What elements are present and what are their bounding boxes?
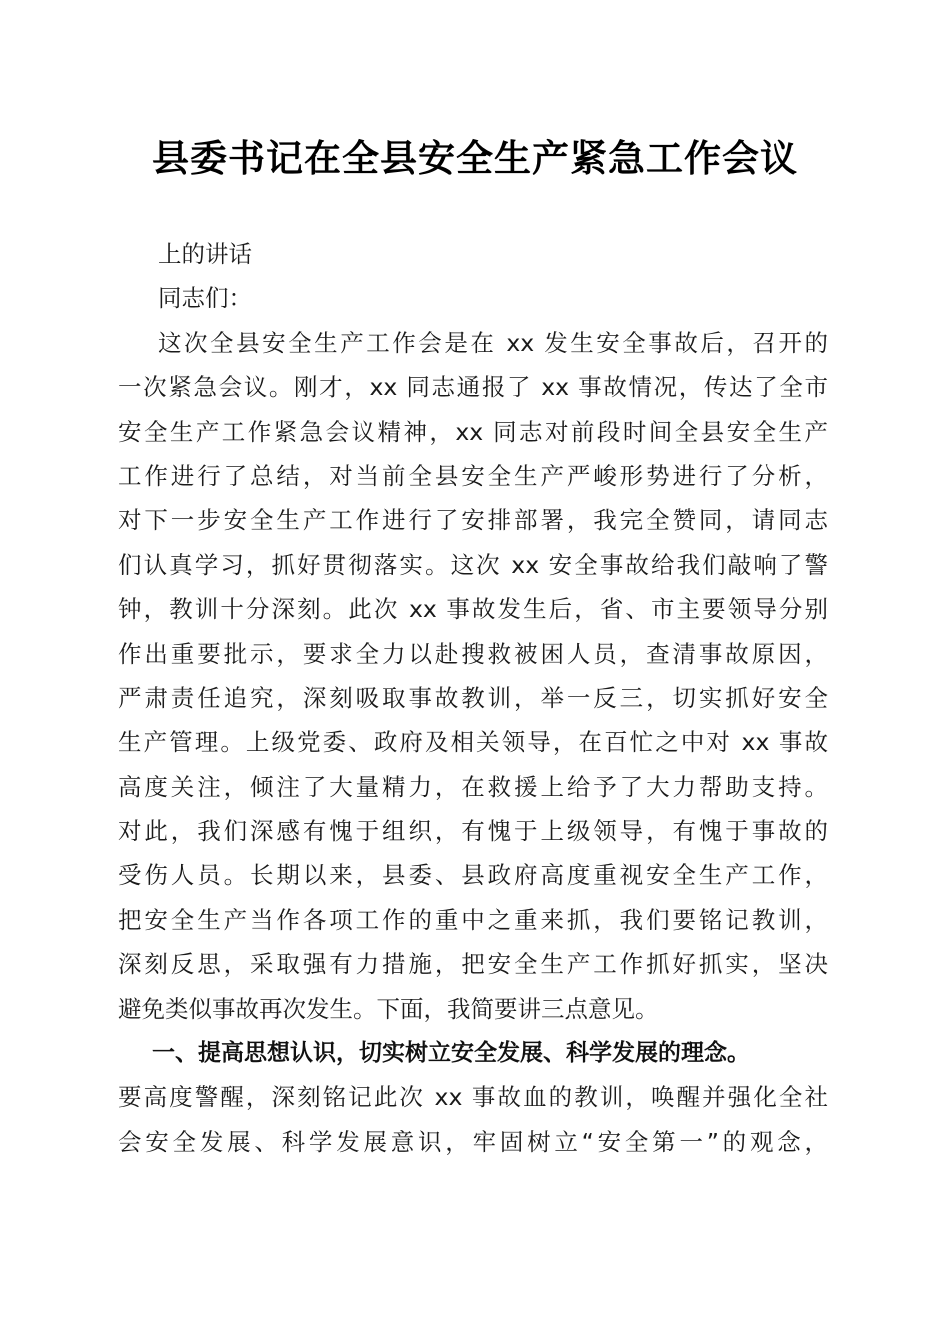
text-line: 一次紧急会议。刚才，xx 同志通报了 xx 事故情况，传达了全市 <box>118 373 828 402</box>
document-body <box>118 232 828 1164</box>
text-line: 避免类似事故再次发生。下面，我简要讲三点意见。 <box>118 994 659 1023</box>
document-title: 县委书记在全县安全生产紧急工作会议 <box>152 136 798 180</box>
text-line: 这次全县安全生产工作会是在 xx 发生安全事故后，召开的 <box>158 328 828 357</box>
text-line: 深刻反思，采取强有力措施，把安全生产工作抓好抓实，坚决 <box>118 950 828 979</box>
text-line: 对此，我们深感有愧于组织，有愧于上级领导，有愧于事故的 <box>118 817 828 846</box>
text-line: 把安全生产当作各项工作的重中之重来抓，我们要铭记教训， <box>118 905 828 934</box>
text-line: 会安全发展、科学发展意识，牢固树立“安全第一”的观念， <box>118 1127 828 1156</box>
text-line: 高度关注，倾注了大量精力，在救援上给予了大力帮助支持。 <box>118 772 828 801</box>
text-line: 要高度警醒，深刻铭记此次 xx 事故血的教训，唤醒并强化全社 <box>118 1083 828 1112</box>
text-line: 们认真学习，抓好贯彻落实。这次 xx 安全事故给我们敲响了警 <box>118 550 828 579</box>
text-line: 工作进行了总结，对当前全县安全生产严峻形势进行了分析， <box>118 461 828 490</box>
text-line: 受伤人员。长期以来，县委、县政府高度重视安全生产工作， <box>118 861 828 890</box>
text-line: 钟，教训十分深刻。此次 xx 事故发生后，省、市主要领导分别 <box>118 595 828 624</box>
text-line: 严肃责任追究，深刻吸取事故教训，举一反三，切实抓好安全 <box>118 683 828 712</box>
section-heading: 一、提高思想认识，切实树立安全发展、科学发展的理念。 <box>152 1040 750 1067</box>
text-line: 安全生产工作紧急会议精神，xx 同志对前段时间全县安全生产 <box>118 417 828 446</box>
text-line: 上的讲话 <box>158 240 252 268</box>
text-line: 同志们： <box>158 284 252 313</box>
text-line: 作出重要批示，要求全力以赴搜救被困人员，查清事故原因， <box>118 639 828 668</box>
text-line: 对下一步安全生产工作进行了安排部署，我完全赞同，请同志 <box>118 506 828 535</box>
text-line: 生产管理。上级党委、政府及相关领导，在百忙之中对 xx 事故 <box>118 728 828 757</box>
